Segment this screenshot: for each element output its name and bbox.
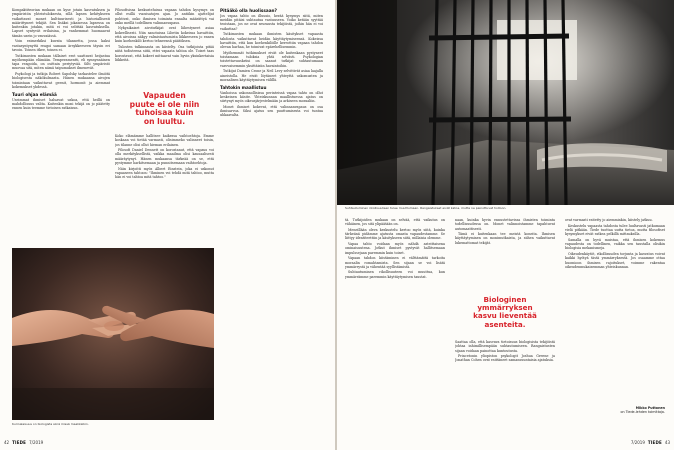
author-name: Mikko Puttonen [635, 406, 665, 410]
right-column-1 [345, 218, 445, 428]
paragraph: Vapaa tahto voidaan myös nähdä asteittaisena ominaisuutena. Jotkut ihmiset pystyvät hallitsemaan impulssejaan paremmin kuin toiset. [345, 242, 445, 255]
author-title: on Tiede-lehden toimittaja. [620, 410, 665, 415]
photo-caption [345, 207, 671, 211]
prison-cell-illustration [337, 0, 674, 205]
photo-caption [12, 423, 212, 427]
page-number: 42 [4, 440, 10, 445]
hands-photo [12, 248, 214, 420]
paragraph: Samalla on hyvä muistaa, että ihmisen kokemus vapaudesta on todellinen, vaikka sen taustalla olisikin biologisia mekanismeja. [565, 237, 665, 251]
section-heading: Tahtokin maallistuu [220, 84, 267, 90]
paragraph: Vanhoissa uskonnollisissa perinteissä vapaa tahto on ollut keskeinen käsite. Yhteiskunnan maallistuessa ajatus on siirtynyt myös oikeusjärjestelmään ja arkiseen moraaliin. [220, 90, 323, 104]
paragraph: Myöhemmät tutkimukset eivät ole kuitenkaan pystyneet toistamaan tuloksia yhtä selvästi. Psykologian toistettavuuskriisi on saanut tutkijat suhtautumaan varovaisemmin yksittäisiin havaintoihin. [220, 50, 323, 68]
paragraph: Tutkimusten mukaan ihmisten käsitykset vapaasta tahdosta vaikuttavat heidän käyttäytymiseensä. Kokeissa havaittiin, että kun koehenkilöille kerrottiin vapaan tahdon olevan harhaa, he toimivat epärehellisemmin. [220, 32, 323, 50]
paragraph: Princetonin yliopiston psykologit Joshua Greene ja Jonathan Cohen ovat esittäneet samansuuntaisia ajatuksia. [455, 354, 555, 363]
pull-quote: Biologinen ymmärryksen kasvu lieventää asenteita. [473, 295, 537, 329]
paragraph: Tutkijat Damien Crone ja Neil Levy selvittivät asiaa laajalla aineistolla. He eivät löytäneet yhteyttä uskomusten ja moraalisen käyttäytymisen välillä. [220, 69, 323, 82]
hands-illustration [12, 248, 214, 420]
paragraph: Näin kirjoitti myös Albert Einstein, joka ei uskonut vapaaseen tahtoon: "Ihminen voi tehdä mitä tahtoo, mutta hän ei voi tahtoa mitä tahtoo." [115, 166, 214, 180]
issue-number: 7/2019 [630, 440, 645, 445]
paragraph: Suhtautuminen rikollisuuteen voi muuttua, kun ymmärrämme paremmin käyttäytymisen taustat. [345, 270, 445, 279]
magazine-logo: TIEDE [12, 440, 27, 445]
paragraph: ovat varmasti esitetty jo aiemminkin, kiistely jatkuu. [565, 218, 653, 222]
paragraph: Meneillään oleva keskustelu kertoo myös siitä, kuinka tärkeänä pidämme ajatusta omasta vapaudestamme. Se liittyy identiteettiin ja käsitykseen siitä, millaisia olemme. [345, 227, 445, 241]
right-folio [631, 440, 670, 445]
paragraph: Monet ihmiset kokevat, että valinnanvapaus on osa ihmisarvoa. Siksi ajatus sen puuttumisesta voi tuntua uhkaavalta. [220, 104, 323, 118]
caption-text: Kurinalaisuus on biologista siinä missä maalikalkin. [12, 422, 89, 426]
paragraph: Nykyaikaiset aivotutkijat ovat lähestyneet asiaa kokeellisesti. Niin sanotuissa Libetin kokeissa havaittiin, että aivoissa näkyy valmistautumista liikkeeseen jo ennen kuin koehenkilö kertoo tehneensä päätöksen. [115, 26, 214, 44]
magazine-logo: TIEDE [647, 440, 662, 445]
paragraph: Useimmat ihmiset haluavat uskoa, että heillä on mahdollisuus valita. Kuitenkin moni tekijä on jo päätetty ennen kuin teemme tietoisen ratkaisun. [12, 97, 110, 111]
left-column-2 [115, 8, 214, 80]
pull-quote: Vapauden puute ei ole niin tuhoisaa kuin on luultu. [129, 91, 200, 126]
paragraph: Filosofisissa keskusteluissa vapaan tahdon kysymys on ollut esillä vuosisatojen ajan. Jo antiikin ajattelijat pohtivat, onko ihmisen toiminta ennalta määrättyä vai onko meillä todellinen valinnanvapaus. [115, 8, 214, 25]
paragraph: tä. Tutkijoiden mukaan on selvää, että vaikutus on vähäinen, jos sitä ylipäätään on. [345, 218, 445, 227]
right-column-3 [565, 218, 665, 404]
paragraph: Psykologi ja tutkija Robert Sapolsky tarkastelee ilmiötä biologisesta näkökulmasta. Hänen mukaansa aivojen toimintaan vaikuttavat geenit, hormonit ja aiemmat kokemukset yhdessä. [12, 72, 110, 89]
left-column-2-continued [115, 134, 214, 246]
prison-cell-photo [337, 0, 674, 205]
paragraph: Jos vapaa tahto on illuusio, herää kysymys siitä, miten meidän pitäisi suhtautua vastuuseen. Voiko ketään syyttää teoistaan, jos ne ovat seurausta tekijöistä, joihin hän ei voi vaikuttaa? [220, 13, 323, 31]
paragraph: Oikeudenkäytöt, rikollisuuden torjunta ja kasvatus voivat kaikki hyötyä tästä ymmärryksestä. Jos osaamme ottaa huomioon ihmisen rajoitukset, voimme rakentaa oikeudenmukaisemman yhteiskunnan. [565, 251, 665, 269]
paragraph: Koko elämämme hallitsee kaikessa vaihtoehtoja. Emme koskaan voi tietää varmasti, olisimmeko valinneet toisin, jos tilanne olisi ollut hieman erilainen. [115, 134, 214, 147]
right-column-2-continued [455, 340, 555, 428]
left-column-1 [12, 8, 110, 246]
paragraph: Tulosten tulkinnasta on kiistelty. Osa tutkijoista pitää niitä todisteena siitä, ettei vapaata tahtoa ole. Toiset taas korostavat, että kokeet mittaavat vain hyvin yksinkertaisia liikkeitä. [115, 44, 214, 62]
left-page [0, 0, 335, 450]
left-folio [4, 440, 43, 445]
section-heading: Pitääkö olla huolissaan? [220, 8, 277, 13]
paragraph: Kompaktiteorian mukaan on kyse jotain kasvatuksen ja ympäristön yhteistuloksesta, sillä lapsen kehitykseen vaikuttavat monet kulttuurisesti ja historiallisesti määrittyneet tekijät. Sen lisäksi jokaisessa lapsessa on kuitenkin jotakin, mitä ei voi selittää kasvatuksella. Lapset syntyvät erilaisina, ja vanhemmat huomaavat tämän usein jo vauvaiässä. [12, 8, 110, 38]
paragraph: Tämä ei kuitenkaan tee meistä koneita. Ihmisen käyttäytyminen on monimutkaista, ja siihen vaikuttavat lukemattomat tekijät. [455, 232, 555, 245]
page-number: 43 [664, 440, 670, 445]
caption-text: Suhtautuminen rikollisuuteen tulee muuttumaan. Rangaistukset eivät katoa, mutta ne painottuvat hoitoon. [345, 206, 507, 210]
issue-number: 7/2019 [29, 440, 44, 445]
paragraph: Voin esimerkiksi kuvata tilannetta, jossa kaksi vastasyntynyttä reagoi samaan ärsykkeeseen täysin eri tavoin. Toinen itkee, toinen ei. [12, 39, 110, 52]
right-column-2 [455, 218, 555, 268]
paragraph: Saattaa olla, että kasvava tietoisuus biologisista tekijöistä johtaa inhimillisempään suhtautumiseen. Rangaistusten sijaan voidaan painottaa kuntoutusta. [455, 340, 555, 353]
section-heading: Tuuri ohjaa elämää [12, 91, 57, 97]
paragraph: naan, kuinka hyvin ennustettavissa ihmisten toiminta todellisuudessa on. Monet valinnoistamme tapahtuvat automaattisesti. [455, 218, 555, 231]
author-byline [565, 406, 665, 414]
paragraph: Tutkimusten mukaan tällaiset erot saattavat heijastua myöhempään elämään. Temperamentti, eli synnynnäinen tapa reagoida, on osittain periytyvää. Silti ympäristö muovaa sitä, miten nämä taipumukset ilmenevät. [12, 53, 110, 71]
right-page [337, 0, 674, 450]
paragraph: Keskustelu vapaasta tahdosta tulee luultavasti jatkumaan vielä pitkään. Tiede tuottaa uutta tietoa, mutta filosofiset kysymykset eivät ratkea pelkillä mittauksilla. [565, 223, 665, 237]
paragraph: Filosofi Daniel Dennett on korostanut, että vapaus voi olla merkityksellistä, vaikka maailma olisi kausaalisesti määräytynyt. Hänen mukaansa tärkeää on se, että pystymme harkitsemaan ja punnitsemaan vaihtoehtoja. [115, 148, 214, 166]
paragraph: Vapaan tahdon kiistäminen ei välttämättä tarkoita moraalin romahtamista. Sen sijaan se voi lisätä ymmärrystä ja vähentää syyllistämistä. [345, 256, 445, 269]
left-column-3 [220, 8, 323, 428]
